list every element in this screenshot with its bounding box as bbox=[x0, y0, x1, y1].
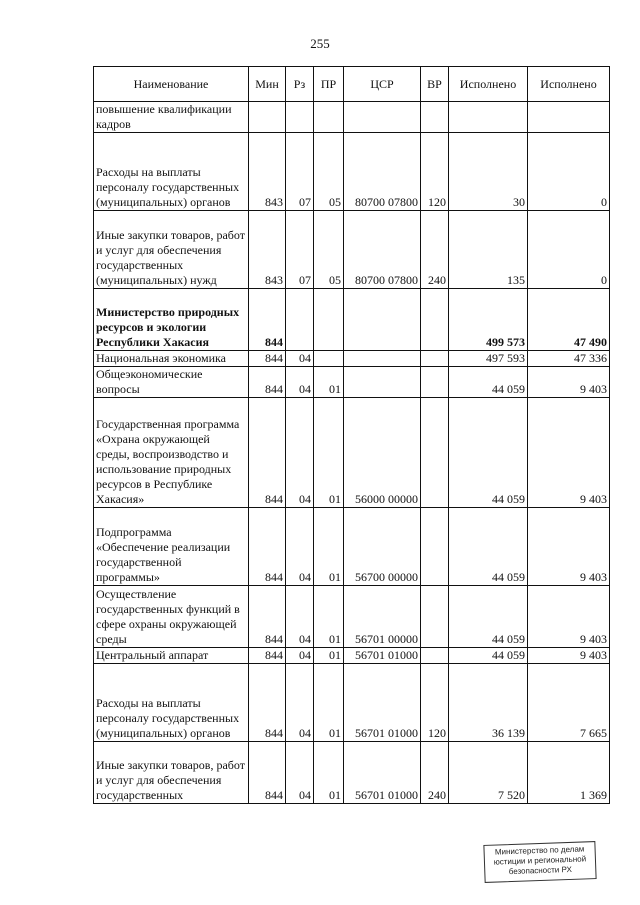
column-header-pr: ПР bbox=[314, 67, 344, 102]
stamp-line: безопасности РХ bbox=[508, 864, 572, 877]
cell-csr: 56000 00000 bbox=[344, 398, 421, 508]
cell-exec2: 9 403 bbox=[528, 508, 610, 586]
cell-vr: 240 bbox=[421, 211, 449, 289]
cell-name: повышение квалификации кадров bbox=[94, 102, 249, 133]
cell-min: 844 bbox=[249, 289, 286, 351]
column-header-executed-1: Исполнено bbox=[449, 67, 528, 102]
cell-rz bbox=[286, 289, 314, 351]
cell-exec1: 44 059 bbox=[449, 398, 528, 508]
cell-csr: 56701 01000 bbox=[344, 664, 421, 742]
cell-name: Иные закупки товаров, работ и услуг для обеспечения государственных bbox=[94, 742, 249, 804]
table-body bbox=[94, 102, 610, 804]
cell-exec1: 44 059 bbox=[449, 508, 528, 586]
cell-pr: 01 bbox=[314, 586, 344, 648]
cell-exec2: 7 665 bbox=[528, 664, 610, 742]
cell-csr: 80700 07800 bbox=[344, 133, 421, 211]
cell-rz: 04 bbox=[286, 586, 314, 648]
table-row bbox=[94, 351, 610, 367]
cell-name: Государственная программа «Охрана окружающей среды, воспроизводство и использование природных ресурсов в Республике Хакасия» bbox=[94, 398, 249, 508]
cell-exec1: 44 059 bbox=[449, 367, 528, 398]
table-row bbox=[94, 508, 610, 586]
table-row bbox=[94, 102, 610, 133]
cell-pr: 01 bbox=[314, 398, 344, 508]
cell-rz: 04 bbox=[286, 398, 314, 508]
cell-exec2: 47 490 bbox=[528, 289, 610, 351]
cell-min: 844 bbox=[249, 367, 286, 398]
cell-exec2: 0 bbox=[528, 133, 610, 211]
cell-rz: 04 bbox=[286, 508, 314, 586]
cell-vr bbox=[421, 508, 449, 586]
cell-rz: 07 bbox=[286, 211, 314, 289]
budget-table bbox=[93, 66, 610, 804]
cell-csr: 56701 01000 bbox=[344, 648, 421, 664]
column-header-executed-2: Исполнено bbox=[528, 67, 610, 102]
cell-exec1: 499 573 bbox=[449, 289, 528, 351]
cell-min: 844 bbox=[249, 648, 286, 664]
table-row bbox=[94, 648, 610, 664]
cell-pr bbox=[314, 289, 344, 351]
cell-csr bbox=[344, 367, 421, 398]
cell-exec1: 497 593 bbox=[449, 351, 528, 367]
cell-pr: 01 bbox=[314, 742, 344, 804]
table-row bbox=[94, 211, 610, 289]
cell-exec2 bbox=[528, 102, 610, 133]
cell-pr: 05 bbox=[314, 133, 344, 211]
cell-vr bbox=[421, 398, 449, 508]
cell-csr: 56701 01000 bbox=[344, 742, 421, 804]
cell-name: Иные закупки товаров, работ и услуг для обеспечения государственных (муниципальных) нужд bbox=[94, 211, 249, 289]
cell-exec2: 9 403 bbox=[528, 586, 610, 648]
cell-name: Осуществление государственных функций в сфере охраны окружающей среды bbox=[94, 586, 249, 648]
cell-csr bbox=[344, 289, 421, 351]
cell-vr bbox=[421, 586, 449, 648]
cell-rz: 04 bbox=[286, 351, 314, 367]
cell-rz: 04 bbox=[286, 664, 314, 742]
cell-vr bbox=[421, 102, 449, 133]
cell-csr: 80700 07800 bbox=[344, 211, 421, 289]
cell-pr: 01 bbox=[314, 367, 344, 398]
cell-name: Расходы на выплаты персоналу государственных (муниципальных) органов bbox=[94, 133, 249, 211]
cell-vr bbox=[421, 289, 449, 351]
stamp-line: Министерство по делам bbox=[494, 844, 585, 857]
cell-exec1: 30 bbox=[449, 133, 528, 211]
cell-exec1: 7 520 bbox=[449, 742, 528, 804]
cell-vr bbox=[421, 351, 449, 367]
cell-rz bbox=[286, 102, 314, 133]
cell-exec2: 47 336 bbox=[528, 351, 610, 367]
cell-pr: 01 bbox=[314, 648, 344, 664]
cell-exec2: 9 403 bbox=[528, 648, 610, 664]
cell-exec1 bbox=[449, 102, 528, 133]
cell-min: 844 bbox=[249, 586, 286, 648]
cell-rz: 04 bbox=[286, 648, 314, 664]
cell-min bbox=[249, 102, 286, 133]
cell-exec1: 135 bbox=[449, 211, 528, 289]
cell-name: Расходы на выплаты персоналу государственных (муниципальных) органов bbox=[94, 664, 249, 742]
cell-min: 844 bbox=[249, 664, 286, 742]
cell-name: Национальная экономика bbox=[94, 351, 249, 367]
cell-vr bbox=[421, 367, 449, 398]
cell-name: Министерство природных ресурсов и экологии Республики Хакасия bbox=[94, 289, 249, 351]
column-header-csr: ЦСР bbox=[344, 67, 421, 102]
cell-pr bbox=[314, 102, 344, 133]
cell-csr bbox=[344, 102, 421, 133]
cell-rz: 04 bbox=[286, 367, 314, 398]
cell-name: Центральный аппарат bbox=[94, 648, 249, 664]
cell-exec2: 1 369 bbox=[528, 742, 610, 804]
registration-stamp bbox=[483, 841, 596, 883]
cell-exec2: 9 403 bbox=[528, 367, 610, 398]
table-row bbox=[94, 586, 610, 648]
cell-min: 844 bbox=[249, 508, 286, 586]
cell-name: Общеэкономические вопросы bbox=[94, 367, 249, 398]
table-row bbox=[94, 367, 610, 398]
cell-exec2: 0 bbox=[528, 211, 610, 289]
cell-csr: 56700 00000 bbox=[344, 508, 421, 586]
cell-min: 844 bbox=[249, 398, 286, 508]
table-header-row bbox=[94, 67, 610, 102]
cell-min: 844 bbox=[249, 742, 286, 804]
cell-vr bbox=[421, 648, 449, 664]
cell-exec1: 44 059 bbox=[449, 586, 528, 648]
table-row bbox=[94, 742, 610, 804]
page-number: 255 bbox=[310, 36, 330, 51]
cell-name: Подпрограмма «Обеспечение реализации государственной программы» bbox=[94, 508, 249, 586]
cell-vr: 120 bbox=[421, 133, 449, 211]
cell-vr: 120 bbox=[421, 664, 449, 742]
cell-csr: 56701 00000 bbox=[344, 586, 421, 648]
cell-rz: 04 bbox=[286, 742, 314, 804]
cell-rz: 07 bbox=[286, 133, 314, 211]
cell-pr: 05 bbox=[314, 211, 344, 289]
table-row bbox=[94, 398, 610, 508]
cell-pr: 01 bbox=[314, 508, 344, 586]
table-row bbox=[94, 289, 610, 351]
cell-vr: 240 bbox=[421, 742, 449, 804]
cell-pr: 01 bbox=[314, 664, 344, 742]
column-header-vr: ВР bbox=[421, 67, 449, 102]
stamp-line: юстиции и региональной bbox=[493, 854, 587, 867]
cell-csr bbox=[344, 351, 421, 367]
cell-exec2: 9 403 bbox=[528, 398, 610, 508]
cell-min: 843 bbox=[249, 133, 286, 211]
cell-exec1: 36 139 bbox=[449, 664, 528, 742]
cell-exec1: 44 059 bbox=[449, 648, 528, 664]
cell-min: 843 bbox=[249, 211, 286, 289]
cell-min: 844 bbox=[249, 351, 286, 367]
cell-pr bbox=[314, 351, 344, 367]
column-header-rz: Рз bbox=[286, 67, 314, 102]
column-header-min: Мин bbox=[249, 67, 286, 102]
column-header-name: Наименование bbox=[94, 67, 249, 102]
table-row bbox=[94, 133, 610, 211]
table-row bbox=[94, 664, 610, 742]
